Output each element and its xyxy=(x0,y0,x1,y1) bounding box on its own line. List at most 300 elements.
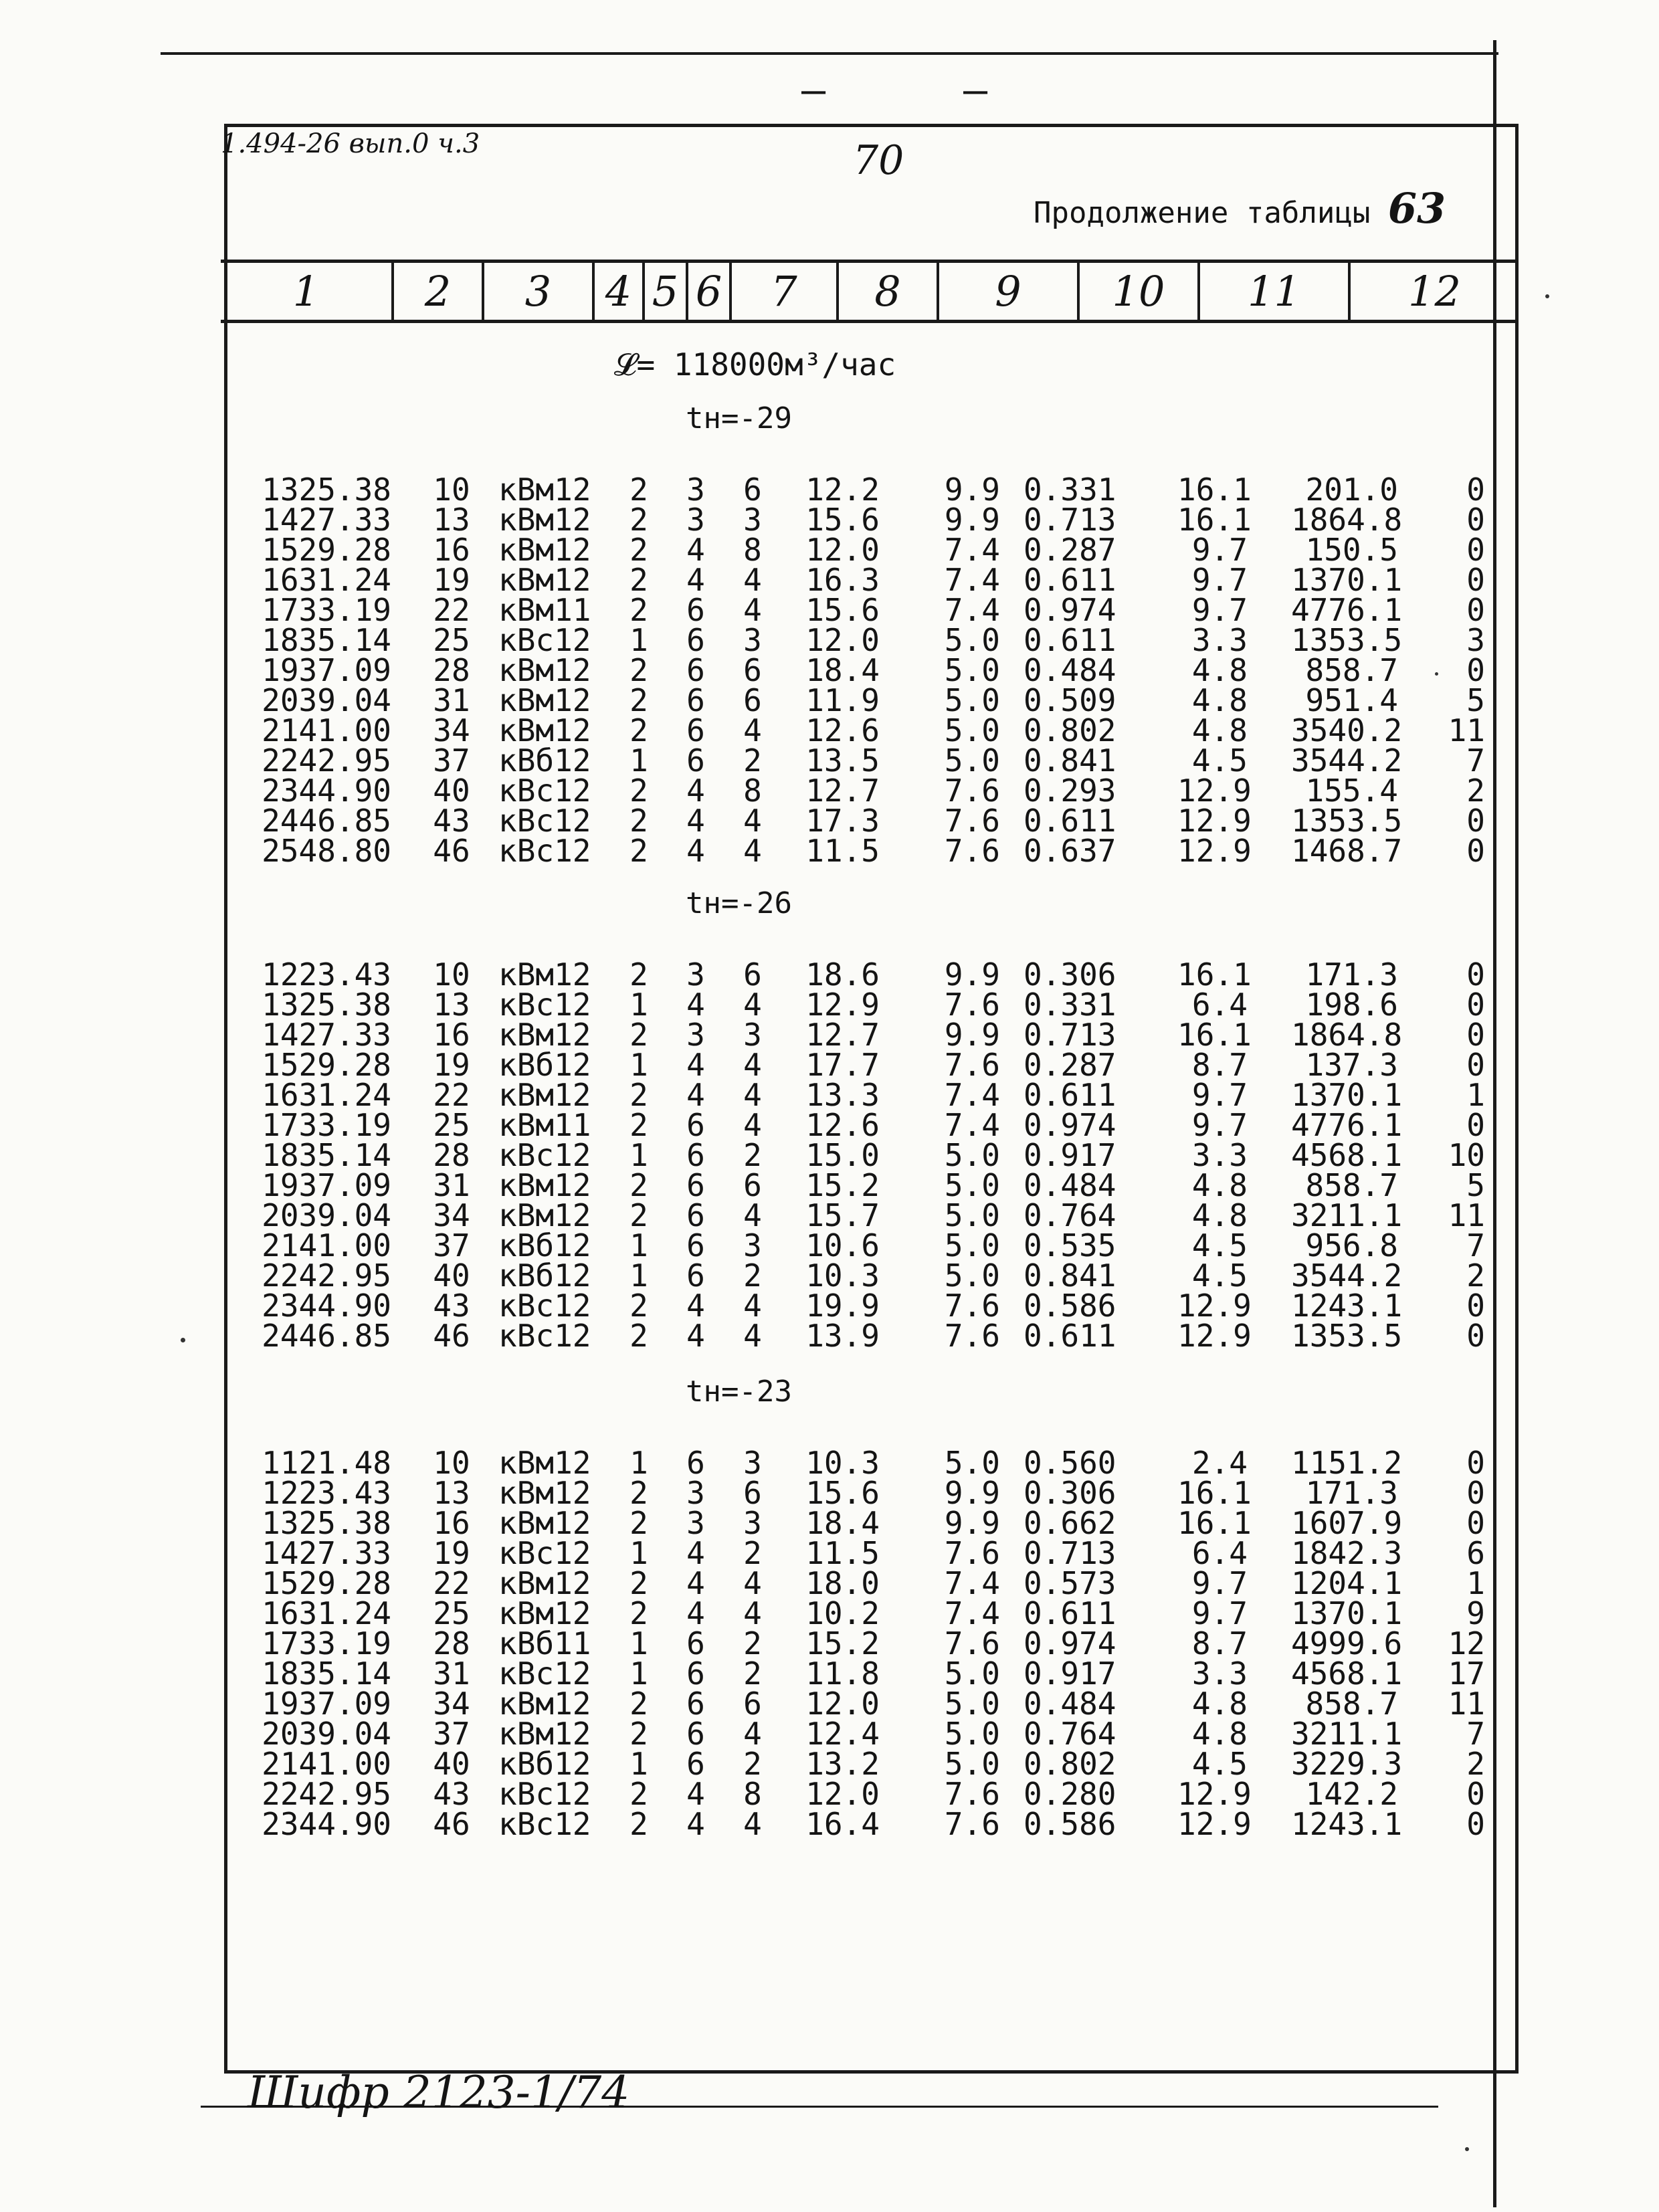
cell-col-7: 17.7 xyxy=(805,1047,880,1083)
cell-col-8: 5.0 xyxy=(944,1167,1000,1203)
cell-heater-type: кВс12 xyxy=(498,1535,591,1571)
cell-col-8: 5.0 xyxy=(944,1445,1000,1481)
table-row xyxy=(0,1167,1659,1203)
cell-col-6: 2 xyxy=(743,1535,762,1571)
cell-col-5: 4 xyxy=(686,532,705,568)
cell-col-4: 1 xyxy=(629,1445,648,1481)
cell-col-11: 1468.7 xyxy=(1291,833,1403,869)
cell-heater-type: кВс12 xyxy=(498,1288,591,1324)
cell-col-5: 4 xyxy=(686,1077,705,1113)
cell-col-8: 9.9 xyxy=(944,1505,1000,1541)
cell-col-11: 1204.1 xyxy=(1291,1565,1403,1601)
cell-col-8: 7.4 xyxy=(944,1107,1000,1143)
cell-col-12: 2 xyxy=(1466,1258,1485,1294)
cell-col-10: 9.7 xyxy=(1191,1107,1248,1143)
cell-col-12: 5 xyxy=(1466,682,1485,718)
cell-col-8: 7.6 xyxy=(944,1806,1000,1842)
cell-col-7: 12.0 xyxy=(805,532,880,568)
cell-col-8: 7.6 xyxy=(944,803,1000,839)
cell-col-6: 3 xyxy=(743,502,762,538)
cell-col-12: 0 xyxy=(1466,957,1485,993)
cell-air-flow: 1733.19 xyxy=(262,1625,391,1662)
cell-col-4: 1 xyxy=(629,1258,648,1294)
cell-col-7: 18.0 xyxy=(805,1565,880,1601)
cell-col-10: 9.7 xyxy=(1191,592,1248,628)
cell-col-4: 2 xyxy=(629,773,648,809)
cell-col-4: 2 xyxy=(629,1107,648,1143)
cell-col-6: 2 xyxy=(743,1746,762,1782)
cell-col-9: 0.484 xyxy=(1023,1167,1116,1203)
cell-col-11: 1864.8 xyxy=(1291,1017,1403,1053)
cell-col-6: 3 xyxy=(743,1227,762,1264)
cell-col-7: 12.6 xyxy=(805,1107,880,1143)
cell-col-8: 5.0 xyxy=(944,1716,1000,1752)
cell-col-8: 5.0 xyxy=(944,1197,1000,1233)
cell-col-7: 15.2 xyxy=(805,1167,880,1203)
cell-col-5: 6 xyxy=(686,1167,705,1203)
cell-col-4: 2 xyxy=(629,532,648,568)
cell-heater-type: кВб12 xyxy=(498,1746,591,1782)
table-row xyxy=(0,742,1659,779)
cell-heater-type: кВм11 xyxy=(498,592,591,628)
table-row xyxy=(0,1288,1659,1324)
cell-col-8: 7.6 xyxy=(944,987,1000,1023)
cell-heater-type: кВб12 xyxy=(498,1047,591,1083)
cell-col-6: 3 xyxy=(743,622,762,658)
cell-col-6: 4 xyxy=(743,592,762,628)
cell-col-5: 3 xyxy=(686,1475,705,1511)
cell-col-11: 858.7 xyxy=(1305,1167,1398,1203)
flow-rate-label: 𝓛= 118000м³/час xyxy=(614,346,896,383)
cell-col-6: 3 xyxy=(743,1505,762,1541)
cell-col-10: 12.9 xyxy=(1177,1776,1252,1812)
cell-col-9: 0.484 xyxy=(1023,1686,1116,1722)
cell-col-4: 2 xyxy=(629,1167,648,1203)
column-header-9: 9 xyxy=(937,263,1077,320)
cell-air-flow: 1529.28 xyxy=(262,1565,391,1601)
cell-col-9: 0.713 xyxy=(1023,1535,1116,1571)
cell-col-6: 2 xyxy=(743,1655,762,1692)
cell-col-10: 4.8 xyxy=(1191,1197,1248,1233)
cell-col-2: 13 xyxy=(433,1475,470,1511)
cell-col-6: 6 xyxy=(743,652,762,688)
column-header-7: 7 xyxy=(729,263,836,320)
cell-col-2: 16 xyxy=(433,532,470,568)
cell-col-12: 0 xyxy=(1466,1806,1485,1842)
cell-heater-type: кВм12 xyxy=(498,562,591,598)
cell-col-9: 0.484 xyxy=(1023,652,1116,688)
cell-col-2: 25 xyxy=(433,1595,470,1631)
cell-col-5: 6 xyxy=(686,652,705,688)
table-row xyxy=(0,833,1659,869)
table-row xyxy=(0,1625,1659,1662)
table-row xyxy=(0,1806,1659,1842)
cell-col-4: 2 xyxy=(629,1197,648,1233)
cell-col-7: 11.8 xyxy=(805,1655,880,1692)
cell-col-7: 11.5 xyxy=(805,1535,880,1571)
cell-col-10: 4.8 xyxy=(1191,682,1248,718)
cell-col-10: 16.1 xyxy=(1177,1017,1252,1053)
cell-col-10: 4.8 xyxy=(1191,1167,1248,1203)
cell-col-7: 15.6 xyxy=(805,592,880,628)
cell-col-7: 15.0 xyxy=(805,1137,880,1173)
table-row xyxy=(0,502,1659,538)
table-row xyxy=(0,1077,1659,1113)
cell-heater-type: кВм12 xyxy=(498,1475,591,1511)
cell-heater-type: кВс12 xyxy=(498,773,591,809)
cell-col-4: 2 xyxy=(629,1716,648,1752)
cell-col-8: 5.0 xyxy=(944,622,1000,658)
cell-air-flow: 2141.00 xyxy=(262,1746,391,1782)
cell-col-10: 3.3 xyxy=(1191,1137,1248,1173)
cell-col-5: 3 xyxy=(686,1017,705,1053)
cell-col-11: 1353.5 xyxy=(1291,1318,1403,1354)
cell-col-5: 6 xyxy=(686,1625,705,1662)
cell-col-10: 6.4 xyxy=(1191,1535,1248,1571)
cell-col-4: 2 xyxy=(629,1017,648,1053)
table-row xyxy=(0,532,1659,568)
cell-col-2: 40 xyxy=(433,773,470,809)
cell-col-4: 1 xyxy=(629,622,648,658)
cell-col-5: 3 xyxy=(686,1505,705,1541)
cell-col-9: 0.974 xyxy=(1023,592,1116,628)
cell-col-2: 22 xyxy=(433,1565,470,1601)
cell-col-12: 0 xyxy=(1466,532,1485,568)
column-header-8: 8 xyxy=(836,263,937,320)
cell-col-7: 12.9 xyxy=(805,987,880,1023)
cell-col-7: 18.4 xyxy=(805,652,880,688)
cell-col-4: 2 xyxy=(629,1475,648,1511)
cell-col-8: 9.9 xyxy=(944,1017,1000,1053)
cell-col-12: 0 xyxy=(1466,833,1485,869)
cell-col-10: 3.3 xyxy=(1191,1655,1248,1692)
cell-col-4: 2 xyxy=(629,472,648,508)
cell-col-6: 4 xyxy=(743,1595,762,1631)
cell-col-5: 4 xyxy=(686,803,705,839)
cell-air-flow: 1121.48 xyxy=(262,1445,391,1481)
cell-col-10: 12.9 xyxy=(1177,833,1252,869)
cell-col-9: 0.841 xyxy=(1023,742,1116,779)
column-header-12: 12 xyxy=(1348,263,1519,320)
cell-col-9: 0.917 xyxy=(1023,1655,1116,1692)
cell-col-7: 17.3 xyxy=(805,803,880,839)
table-row xyxy=(0,1776,1659,1812)
cell-col-9: 0.764 xyxy=(1023,1716,1116,1752)
cell-col-7: 11.9 xyxy=(805,682,880,718)
cell-col-10: 4.5 xyxy=(1191,1227,1248,1264)
cell-col-2: 34 xyxy=(433,1686,470,1722)
cell-col-9: 0.917 xyxy=(1023,1137,1116,1173)
cell-heater-type: кВс12 xyxy=(498,1137,591,1173)
cell-col-4: 2 xyxy=(629,502,648,538)
cell-col-4: 1 xyxy=(629,1047,648,1083)
cell-col-4: 1 xyxy=(629,1137,648,1173)
cell-air-flow: 1631.24 xyxy=(262,1595,391,1631)
cell-col-12: 0 xyxy=(1466,1776,1485,1812)
cell-air-flow: 1733.19 xyxy=(262,592,391,628)
cell-air-flow: 1427.33 xyxy=(262,1017,391,1053)
cell-col-12: 9 xyxy=(1466,1595,1485,1631)
cell-col-9: 0.611 xyxy=(1023,1318,1116,1354)
cell-col-9: 0.509 xyxy=(1023,682,1116,718)
cell-col-11: 1353.5 xyxy=(1291,622,1403,658)
cell-col-5: 6 xyxy=(686,1655,705,1692)
cell-col-5: 4 xyxy=(686,833,705,869)
cell-col-10: 9.7 xyxy=(1191,1595,1248,1631)
cell-col-11: 1607.9 xyxy=(1291,1505,1403,1541)
cell-air-flow: 1325.38 xyxy=(262,472,391,508)
cell-col-10: 4.8 xyxy=(1191,712,1248,748)
cell-col-12: 2 xyxy=(1466,1746,1485,1782)
cell-air-flow: 1325.38 xyxy=(262,987,391,1023)
cell-col-2: 16 xyxy=(433,1017,470,1053)
cell-air-flow: 1223.43 xyxy=(262,957,391,993)
cell-col-6: 6 xyxy=(743,1475,762,1511)
cell-col-4: 2 xyxy=(629,712,648,748)
table-row xyxy=(0,592,1659,628)
cell-col-12: 11 xyxy=(1448,1686,1485,1722)
cell-col-12: 7 xyxy=(1466,1227,1485,1264)
cell-col-10: 16.1 xyxy=(1177,472,1252,508)
cell-col-9: 0.280 xyxy=(1023,1776,1116,1812)
cell-air-flow: 2344.90 xyxy=(262,773,391,809)
cell-col-11: 1243.1 xyxy=(1291,1806,1403,1842)
cell-col-9: 0.306 xyxy=(1023,1475,1116,1511)
cell-col-5: 4 xyxy=(686,1047,705,1083)
cell-col-5: 6 xyxy=(686,1716,705,1752)
cell-col-6: 4 xyxy=(743,987,762,1023)
cell-col-12: 7 xyxy=(1466,1716,1485,1752)
cell-col-4: 2 xyxy=(629,1288,648,1324)
cell-col-12: 0 xyxy=(1466,1017,1485,1053)
cell-heater-type: кВм12 xyxy=(498,1017,591,1053)
cell-col-4: 2 xyxy=(629,803,648,839)
cell-heater-type: кВм12 xyxy=(498,652,591,688)
cell-col-7: 13.9 xyxy=(805,1318,880,1354)
cell-air-flow: 2344.90 xyxy=(262,1806,391,1842)
table-row xyxy=(0,1445,1659,1481)
cell-col-12: 0 xyxy=(1466,1318,1485,1354)
cell-col-6: 4 xyxy=(743,1197,762,1233)
cell-col-12: 17 xyxy=(1448,1655,1485,1692)
cell-air-flow: 1835.14 xyxy=(262,622,391,658)
cell-col-4: 2 xyxy=(629,1686,648,1722)
cell-col-6: 6 xyxy=(743,682,762,718)
cell-col-7: 19.9 xyxy=(805,1288,880,1324)
cell-col-11: 150.5 xyxy=(1305,532,1398,568)
cell-col-6: 8 xyxy=(743,1776,762,1812)
top-dash-2: — xyxy=(963,67,988,114)
cell-col-2: 25 xyxy=(433,1107,470,1143)
cell-col-5: 6 xyxy=(686,682,705,718)
cell-col-8: 7.6 xyxy=(944,1047,1000,1083)
cell-col-2: 40 xyxy=(433,1258,470,1294)
continuation-heading xyxy=(1034,184,1446,233)
cell-air-flow: 1529.28 xyxy=(262,1047,391,1083)
cell-col-11: 3544.2 xyxy=(1291,1258,1403,1294)
cell-col-11: 1370.1 xyxy=(1291,1077,1403,1113)
scan-speck xyxy=(181,1338,185,1342)
cell-col-8: 9.9 xyxy=(944,472,1000,508)
cell-col-7: 12.4 xyxy=(805,1716,880,1752)
scan-speck xyxy=(1465,2147,1469,2151)
cell-air-flow: 2242.95 xyxy=(262,1776,391,1812)
cell-col-8: 5.0 xyxy=(944,652,1000,688)
cell-col-9: 0.586 xyxy=(1023,1806,1116,1842)
cell-col-10: 12.9 xyxy=(1177,1288,1252,1324)
table-row xyxy=(0,1475,1659,1511)
cell-col-2: 31 xyxy=(433,1655,470,1692)
cell-col-4: 1 xyxy=(629,1625,648,1662)
cell-col-2: 28 xyxy=(433,652,470,688)
cell-col-12: 12 xyxy=(1448,1625,1485,1662)
cell-col-6: 4 xyxy=(743,1565,762,1601)
cell-col-6: 4 xyxy=(743,1047,762,1083)
cell-col-5: 6 xyxy=(686,1746,705,1782)
cell-col-12: 0 xyxy=(1466,472,1485,508)
cell-col-2: 16 xyxy=(433,1505,470,1541)
cell-col-8: 7.6 xyxy=(944,773,1000,809)
cell-col-7: 11.5 xyxy=(805,833,880,869)
cell-air-flow: 1631.24 xyxy=(262,1077,391,1113)
cell-col-9: 0.331 xyxy=(1023,987,1116,1023)
cell-col-11: 3229.3 xyxy=(1291,1746,1403,1782)
table-row xyxy=(0,1686,1659,1722)
cell-col-6: 2 xyxy=(743,1625,762,1662)
cell-col-5: 6 xyxy=(686,1197,705,1233)
cell-col-6: 4 xyxy=(743,1318,762,1354)
cell-air-flow: 1223.43 xyxy=(262,1475,391,1511)
column-header-3: 3 xyxy=(482,263,592,320)
cell-col-9: 0.331 xyxy=(1023,472,1116,508)
cell-col-2: 13 xyxy=(433,987,470,1023)
cell-col-9: 0.535 xyxy=(1023,1227,1116,1264)
cell-col-11: 1353.5 xyxy=(1291,803,1403,839)
cell-col-11: 951.4 xyxy=(1305,682,1398,718)
cell-heater-type: кВб12 xyxy=(498,1258,591,1294)
cell-col-7: 10.3 xyxy=(805,1445,880,1481)
cell-col-8: 5.0 xyxy=(944,1746,1000,1782)
cell-col-8: 9.9 xyxy=(944,502,1000,538)
cell-col-11: 3211.1 xyxy=(1291,1716,1403,1752)
cell-heater-type: кВс12 xyxy=(498,1655,591,1692)
cell-col-8: 5.0 xyxy=(944,1655,1000,1692)
cell-col-6: 6 xyxy=(743,472,762,508)
cell-col-8: 7.6 xyxy=(944,1318,1000,1354)
cell-col-7: 13.5 xyxy=(805,742,880,779)
cell-col-9: 0.662 xyxy=(1023,1505,1116,1541)
cell-heater-type: кВм11 xyxy=(498,1107,591,1143)
cell-col-7: 13.2 xyxy=(805,1746,880,1782)
cell-col-4: 2 xyxy=(629,592,648,628)
cell-col-11: 3540.2 xyxy=(1291,712,1403,748)
cell-col-8: 5.0 xyxy=(944,1137,1000,1173)
cell-col-9: 0.573 xyxy=(1023,1565,1116,1601)
cell-col-11: 4568.1 xyxy=(1291,1655,1403,1692)
cell-col-7: 16.4 xyxy=(805,1806,880,1842)
cell-col-12: 0 xyxy=(1466,1445,1485,1481)
cell-col-11: 4776.1 xyxy=(1291,1107,1403,1143)
cell-col-9: 0.841 xyxy=(1023,1258,1116,1294)
cell-col-6: 3 xyxy=(743,1017,762,1053)
cell-col-10: 4.8 xyxy=(1191,1686,1248,1722)
cell-col-12: 2 xyxy=(1466,773,1485,809)
cell-col-11: 956.8 xyxy=(1305,1227,1398,1264)
table-row xyxy=(0,562,1659,598)
cell-col-7: 16.3 xyxy=(805,562,880,598)
continuation-label: Продолжение таблицы xyxy=(1034,196,1371,230)
cell-col-5: 4 xyxy=(686,773,705,809)
cell-col-9: 0.611 xyxy=(1023,1077,1116,1113)
cell-col-12: 0 xyxy=(1466,1475,1485,1511)
cell-col-9: 0.611 xyxy=(1023,1595,1116,1631)
cell-col-6: 4 xyxy=(743,803,762,839)
table-row xyxy=(0,803,1659,839)
cell-col-10: 4.5 xyxy=(1191,1746,1248,1782)
cell-air-flow: 1631.24 xyxy=(262,562,391,598)
cell-col-4: 2 xyxy=(629,1806,648,1842)
cell-air-flow: 2242.95 xyxy=(262,742,391,779)
cell-col-11: 4568.1 xyxy=(1291,1137,1403,1173)
cell-col-11: 4999.6 xyxy=(1291,1625,1403,1662)
section-title: tн=-26 xyxy=(686,886,792,920)
cell-heater-type: кВс12 xyxy=(498,803,591,839)
cell-air-flow: 2039.04 xyxy=(262,1716,391,1752)
cell-col-8: 5.0 xyxy=(944,1686,1000,1722)
cell-col-2: 10 xyxy=(433,1445,470,1481)
cell-col-9: 0.713 xyxy=(1023,1017,1116,1053)
cell-col-7: 12.6 xyxy=(805,712,880,748)
page-number: 70 xyxy=(853,137,904,184)
column-header-10: 10 xyxy=(1077,263,1197,320)
cell-col-9: 0.586 xyxy=(1023,1288,1116,1324)
cell-col-10: 4.5 xyxy=(1191,742,1248,779)
cell-col-5: 3 xyxy=(686,502,705,538)
cell-col-6: 4 xyxy=(743,562,762,598)
cell-col-5: 6 xyxy=(686,1445,705,1481)
cell-col-2: 46 xyxy=(433,833,470,869)
cell-col-2: 13 xyxy=(433,502,470,538)
top-dash-1: — xyxy=(801,67,826,114)
cell-col-9: 0.802 xyxy=(1023,1746,1116,1782)
table-row xyxy=(0,1017,1659,1053)
cell-col-12: 7 xyxy=(1466,742,1485,779)
cell-heater-type: кВм12 xyxy=(498,1505,591,1541)
cell-col-6: 4 xyxy=(743,712,762,748)
cell-col-10: 12.9 xyxy=(1177,773,1252,809)
cell-col-2: 10 xyxy=(433,472,470,508)
cell-col-10: 4.5 xyxy=(1191,1258,1248,1294)
cell-col-6: 2 xyxy=(743,1137,762,1173)
cell-heater-type: кВм12 xyxy=(498,1565,591,1601)
cell-col-2: 19 xyxy=(433,1535,470,1571)
cell-heater-type: кВм12 xyxy=(498,1686,591,1722)
cell-heater-type: кВс12 xyxy=(498,1776,591,1812)
cell-air-flow: 1937.09 xyxy=(262,1686,391,1722)
cell-col-7: 10.6 xyxy=(805,1227,880,1264)
cell-heater-type: кВб12 xyxy=(498,1227,591,1264)
cell-air-flow: 1835.14 xyxy=(262,1655,391,1692)
table-row xyxy=(0,1535,1659,1571)
cell-col-7: 12.0 xyxy=(805,1686,880,1722)
column-header-5: 5 xyxy=(642,263,686,320)
cell-col-5: 4 xyxy=(686,562,705,598)
cell-col-7: 15.6 xyxy=(805,502,880,538)
cell-col-7: 15.6 xyxy=(805,1475,880,1511)
cell-col-4: 2 xyxy=(629,1505,648,1541)
cell-air-flow: 2039.04 xyxy=(262,682,391,718)
cell-col-7: 15.2 xyxy=(805,1625,880,1662)
